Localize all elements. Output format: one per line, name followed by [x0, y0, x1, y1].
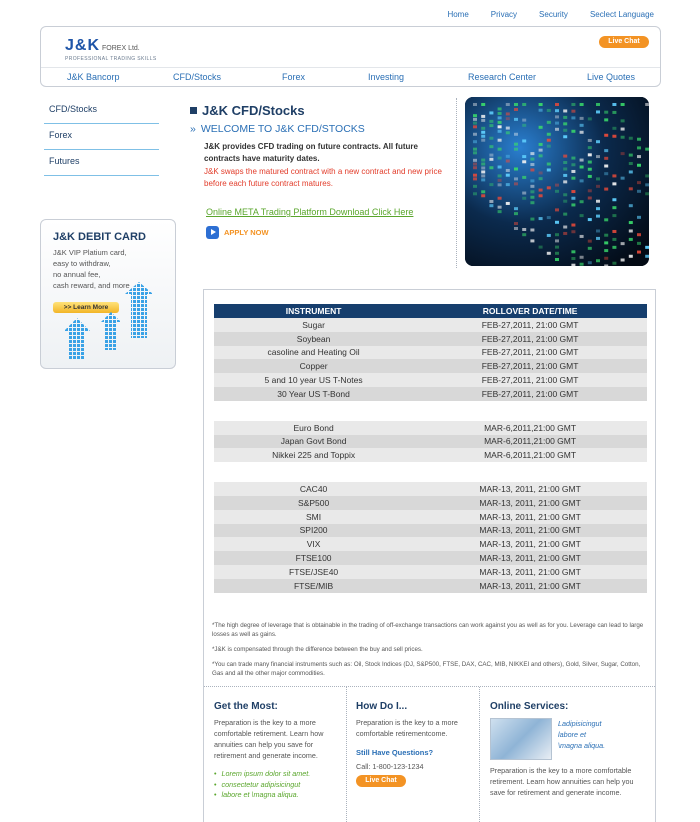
table-row [214, 435, 647, 449]
get-the-most-title: Get the Most: [214, 701, 278, 712]
rollover-date-cell: FEB-27,2011, 21:00 GMT [413, 346, 647, 360]
table-row [214, 524, 647, 538]
stock-ticker-image [465, 97, 649, 266]
link-security[interactable]: Security [539, 10, 568, 19]
instrument-cell: FTSE100 [214, 551, 413, 565]
nav-investing[interactable]: Investing [368, 72, 405, 82]
rollover-date-cell: MAR-13, 2011, 21:00 GMT [413, 524, 647, 538]
how-do-i-title: How Do I... [356, 701, 408, 712]
rollover-date-cell: FEB-27,2011, 21:00 GMT [413, 359, 647, 373]
note-instruments: *You can trade many financial instruments such as: Oil, Stock Indices (DJ, S&P500, FTSE, DAX, CAC, MIB, NIKKEI and others), Gold, Silver, Sugar, Cotton, Gas and all the other major commodities. [212, 661, 641, 677]
page-title: J&K CFD/Stocks [190, 103, 450, 118]
rollover-date-cell: MAR-13, 2011, 21:00 GMT [413, 537, 647, 551]
table-row [214, 496, 647, 510]
list-item[interactable]: • consectetur adipisicingut [214, 780, 342, 791]
instrument-cell: CAC40 [214, 482, 413, 496]
debit-card-text: J&K VIP Platium card, easy to withdraw, no annual fee, cash reward, and more [53, 248, 130, 290]
table-row [214, 551, 647, 565]
get-the-most-text: Preparation is the key to a more comfortable retirement. Learn how annuities can help you save for retirement and generate income. [214, 718, 324, 760]
table-row [214, 421, 647, 435]
table-row [214, 537, 647, 551]
group-spacer [214, 462, 647, 482]
rollover-date-cell: MAR-13, 2011, 21:00 GMT [413, 510, 647, 524]
table-row [214, 510, 647, 524]
logo-ltd: FOREX Ltd. [102, 45, 140, 52]
apply-now-button[interactable] [206, 226, 450, 239]
how-do-i-text: Preparation is the key to a more comfortable retirementcome. [356, 718, 458, 738]
debit-card-title: J&K DEBIT CARD [53, 231, 146, 243]
instrument-cell: casoline and Heating Oil [214, 346, 413, 360]
apply-now-label: APPLY NOW [224, 228, 269, 237]
meta-download-link[interactable]: Online META Trading Platform Download Click Here [206, 207, 414, 217]
site-header [40, 26, 661, 87]
instrument-cell: FTSE/MIB [214, 579, 413, 593]
play-icon [206, 226, 219, 239]
nav-cfd-stocks[interactable]: CFD/Stocks [173, 72, 222, 82]
rollover-date-cell: FEB-27,2011, 21:00 GMT [413, 318, 647, 332]
instrument-cell: Soybean [214, 332, 413, 346]
rollover-panel [203, 289, 656, 822]
services-image [490, 718, 552, 760]
table-row [214, 318, 647, 332]
link-select-language[interactable]: Seclect Language [589, 10, 654, 19]
rollover-date-cell: FEB-27,2011, 21:00 GMT [413, 387, 647, 401]
list-item[interactable]: • Lorem ipsum dolor sit amet. [214, 769, 342, 780]
intro-divider [456, 98, 457, 268]
link-privacy[interactable]: Privacy [490, 10, 518, 19]
column-divider [346, 687, 347, 822]
table-row [214, 448, 647, 462]
instrument-cell: Japan Govt Bond [214, 435, 413, 449]
instrument-cell: Copper [214, 359, 413, 373]
col-instrument: INSTRUMENT [214, 304, 413, 318]
disclaimer-notes [212, 621, 652, 684]
online-services-title: Online Services: [490, 701, 569, 712]
logo-mark: J&K [65, 37, 101, 54]
logo[interactable] [65, 37, 157, 62]
table-header [214, 304, 647, 318]
table-row [214, 579, 647, 593]
sidebar-item-cfd-stocks[interactable]: CFD/Stocks [44, 98, 159, 124]
table-row [214, 373, 647, 387]
instrument-cell: SPI200 [214, 524, 413, 538]
sidebar-nav [44, 98, 159, 176]
sidebar-item-forex[interactable]: Forex [44, 124, 159, 150]
rollover-date-cell: MAR-13, 2011, 21:00 GMT [413, 496, 647, 510]
table-row [214, 387, 647, 401]
col-rollover-date: ROLLOVER DATE/TIME [413, 304, 647, 318]
table-row [214, 346, 647, 360]
nav-jk-bancorp[interactable]: J&K Bancorp [67, 72, 120, 82]
logo-tagline: PROFESSIONAL TRADING SKILLS [65, 56, 157, 62]
questions-heading[interactable]: Still Have Questions? [356, 748, 434, 757]
nav-live-quotes[interactable]: Live Quotes [587, 72, 636, 82]
rollover-date-cell: FEB-27,2011, 21:00 GMT [413, 373, 647, 387]
table-row [214, 482, 647, 496]
how-do-i-column [356, 687, 474, 822]
rollover-date-cell: FEB-27,2011, 21:00 GMT [413, 332, 647, 346]
link-home[interactable]: Home [447, 10, 469, 19]
phone-number: Call: 1-800-123-1234 [356, 762, 424, 771]
intro-text: J&K provides CFD trading on future contracts. All future contracts have maturity dates. [204, 142, 418, 163]
sidebar-item-futures[interactable]: Futures [44, 150, 159, 176]
rollover-date-cell: MAR-13, 2011, 21:00 GMT [413, 565, 647, 579]
list-item[interactable]: • labore et \magna aliqua. [214, 790, 342, 801]
debit-card-promo [40, 219, 176, 369]
rollover-date-cell: MAR-13, 2011, 21:00 GMT [413, 551, 647, 565]
instrument-cell: SMI [214, 510, 413, 524]
online-services-text: Preparation is the key to a more comfortable retirement. Learn how annuities can help you save for retirement and generate income. [490, 766, 634, 797]
intro-text-red: J&K swaps the matured contract with a new contract and new price before each future contract matures. [204, 167, 442, 188]
rollover-date-cell: MAR-13, 2011, 21:00 GMT [413, 579, 647, 593]
page-subtitle: » WELCOME TO J&K CFD/STOCKS [190, 123, 450, 135]
note-compensation: *J&K is compensated through the difference between the buy and sell prices. [212, 646, 423, 653]
table-row [214, 565, 647, 579]
intro-section [190, 103, 450, 239]
instrument-cell: Sugar [214, 318, 413, 332]
table-row [214, 332, 647, 346]
rollover-date-cell: MAR-6,2011,21:00 GMT [413, 435, 647, 449]
live-chat-button-bottom[interactable]: Live Chat [356, 775, 406, 787]
online-services-column [490, 687, 650, 822]
instrument-cell: FTSE/JSE40 [214, 565, 413, 579]
learn-more-button[interactable]: >> Learn More [53, 302, 119, 313]
header-divider [41, 67, 660, 68]
services-italic-text[interactable]: Ladipisicingut labore et \magna aliqua. [558, 719, 606, 750]
rollover-date-cell: MAR-13, 2011, 21:00 GMT [413, 482, 647, 496]
rollover-table [214, 304, 647, 593]
utility-links [447, 10, 654, 19]
bullet-list [214, 769, 342, 801]
instrument-cell: S&P500 [214, 496, 413, 510]
rollover-date-cell: MAR-6,2011,21:00 GMT [413, 448, 647, 462]
column-divider [479, 687, 480, 822]
instrument-cell: 5 and 10 year US T-Notes [214, 373, 413, 387]
instrument-cell: VIX [214, 537, 413, 551]
note-leverage: *The high degree of leverage that is obtainable in the trading of off-exchange transactions can work against you as well as for you. Leverage can lead to large losses as well as gains. [212, 622, 644, 638]
instrument-cell: 30 Year US T-Bond [214, 387, 413, 401]
rollover-date-cell: MAR-6,2011,21:00 GMT [413, 421, 647, 435]
nav-research-center[interactable]: Research Center [468, 72, 537, 82]
get-the-most-column [214, 687, 342, 822]
nav-forex[interactable]: Forex [282, 72, 306, 82]
instrument-cell: Euro Bond [214, 421, 413, 435]
bottom-info [204, 686, 655, 822]
growth-arrows-icon [53, 280, 171, 362]
table-row [214, 359, 647, 373]
live-chat-button[interactable]: Live Chat [599, 36, 649, 48]
instrument-cell: Nikkei 225 and Toppix [214, 448, 413, 462]
group-spacer [214, 401, 647, 421]
